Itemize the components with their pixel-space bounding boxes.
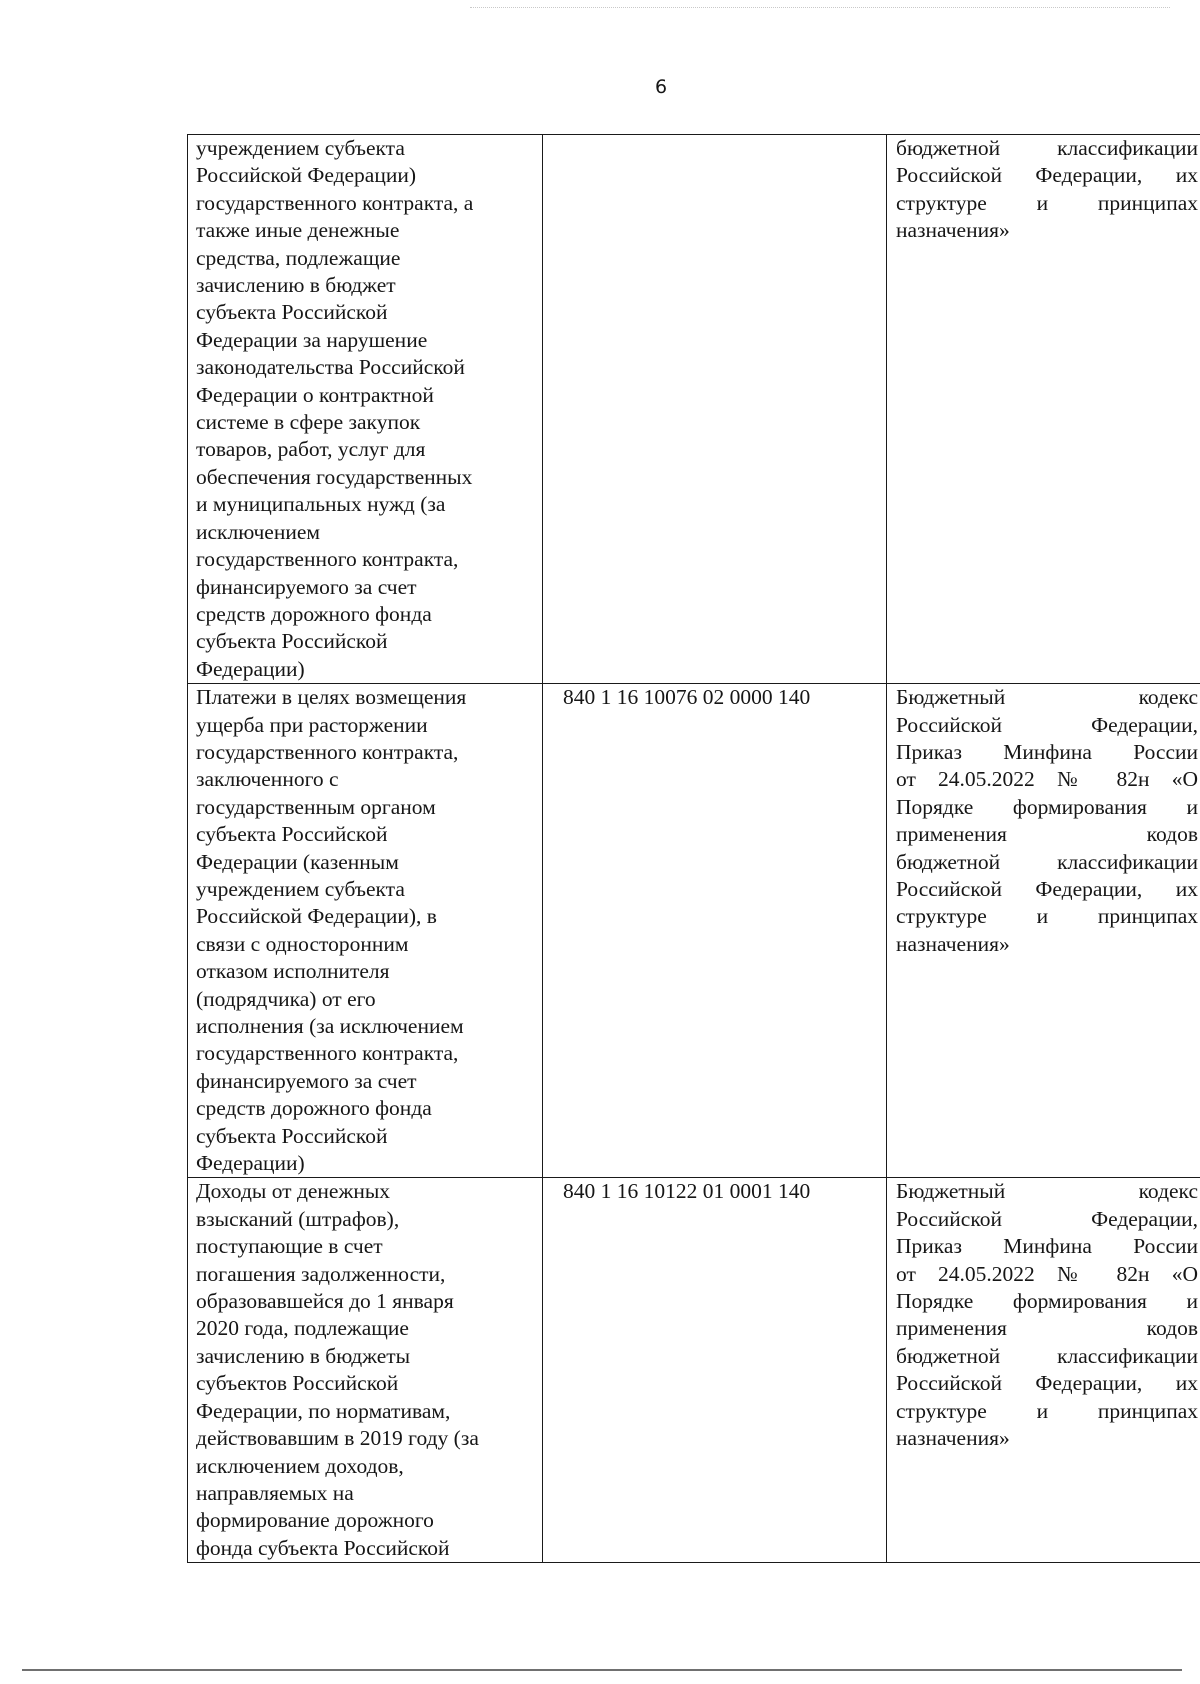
code-cell	[543, 684, 887, 1178]
description-line: финансируемого за счет	[196, 1068, 417, 1093]
basis-line: применения кодов	[896, 1316, 1198, 1341]
basis-line: Российской Федерации,	[896, 1206, 1198, 1231]
description-line: финансируемого за счет	[196, 574, 417, 599]
basis-line: назначения»	[896, 931, 1010, 956]
description-cell	[188, 135, 543, 684]
description-line: товаров, работ, услуг для	[196, 437, 426, 462]
description-line: учреждением субъекта	[196, 136, 405, 160]
description-line: и муниципальных нужд (за	[196, 492, 446, 517]
description-line: Федерации о контрактной	[196, 382, 434, 407]
description-line: государственного контракта, а	[196, 190, 474, 215]
description-line: обеспечения государственных	[196, 464, 473, 489]
basis-cell	[887, 684, 1200, 1178]
scan-edge-top	[470, 7, 1170, 8]
description-line: субъекта Российской	[196, 629, 388, 654]
description-cell	[188, 684, 543, 1178]
description-line: Российской Федерации), в	[196, 904, 437, 929]
description-line: ущерба при расторжении	[196, 712, 428, 737]
basis-line: назначения»	[896, 218, 1010, 243]
description-line: Федерации)	[196, 656, 305, 681]
description-line: погашения задолженности,	[196, 1261, 446, 1286]
code-cell	[543, 135, 887, 684]
description-line: Российской Федерации)	[196, 163, 417, 188]
description-cell	[188, 1178, 543, 1563]
description-line: системе в сфере закупок	[196, 410, 421, 435]
basis-line: бюджетной классификации	[896, 849, 1198, 874]
basis-cell	[887, 135, 1200, 684]
description-line: государственного контракта,	[196, 547, 459, 572]
scan-edge-bottom	[22, 1669, 1182, 1671]
description-line: субъекта Российской	[196, 1123, 388, 1148]
budget-code: 840 1 16 10122 01 0001 140	[563, 1179, 811, 1204]
description-line: образовавшейся до 1 января	[196, 1289, 454, 1314]
basis-line: Порядке формирования и	[896, 794, 1198, 819]
basis-line: Приказ Минфина России	[896, 739, 1198, 764]
description-line: взысканий (штрафов),	[196, 1206, 400, 1231]
basis-cell	[887, 1178, 1200, 1563]
description-line: зачислению в бюджеты	[196, 1343, 411, 1368]
description-line: направляемых на	[196, 1480, 354, 1505]
basis-line: от 24.05.2022 № 82н «О	[896, 1261, 1198, 1286]
description-line: субъекта Российской	[196, 300, 388, 325]
budget-codes-table	[187, 134, 1200, 1563]
description-line: отказом исполнителя	[196, 959, 390, 984]
description-line: Федерации (казенным	[196, 849, 399, 874]
table-row	[188, 135, 1200, 684]
description-line: учреждением субъекта	[196, 876, 405, 901]
description-line: 2020 года, подлежащие	[196, 1316, 409, 1341]
basis-line: Российской Федерации,	[896, 712, 1198, 737]
description-line: заключенного с	[196, 767, 339, 792]
basis-line: Российской Федерации, их	[896, 876, 1198, 901]
code-cell	[543, 1178, 887, 1563]
budget-code: 840 1 16 10076 02 0000 140	[563, 685, 811, 710]
table-row	[188, 684, 1200, 1178]
description-line: (подрядчика) от его	[196, 986, 376, 1011]
description-line: законодательства Российской	[196, 355, 465, 380]
description-line: исключением	[196, 519, 320, 544]
description-line: Платежи в целях возмещения	[196, 685, 467, 710]
description-line: поступающие в счет	[196, 1234, 383, 1259]
basis-line: структуре и принципах	[896, 190, 1198, 215]
basis-line: Приказ Минфина России	[896, 1234, 1198, 1259]
description-line: исполнения (за исключением	[196, 1014, 464, 1038]
basis-line: от 24.05.2022 № 82н «О	[896, 767, 1198, 792]
description-line: Федерации)	[196, 1151, 305, 1176]
basis-line: бюджетной классификации	[896, 136, 1198, 160]
basis-line: бюджетной классификации	[896, 1343, 1198, 1368]
basis-line: структуре и принципах	[896, 904, 1198, 929]
description-line: субъектов Российской	[196, 1371, 399, 1396]
description-line: субъекта Российской	[196, 822, 388, 847]
basis-line: Российской Федерации, их	[896, 163, 1198, 188]
description-line: зачислению в бюджет	[196, 273, 396, 298]
basis-line: Бюджетный кодекс	[896, 685, 1198, 710]
description-line: средства, подлежащие	[196, 245, 401, 270]
description-line: действовавшим в 2019 году (за	[196, 1426, 479, 1451]
description-line: связи с односторонним	[196, 931, 409, 956]
page-number: 6	[654, 76, 668, 98]
basis-line: Бюджетный кодекс	[896, 1179, 1198, 1204]
basis-line: Российской Федерации, их	[896, 1371, 1198, 1396]
description-line: государственным органом	[196, 794, 436, 819]
basis-line: структуре и принципах	[896, 1398, 1198, 1423]
description-line: Федерации, по нормативам,	[196, 1398, 451, 1423]
table-row	[188, 1178, 1200, 1563]
description-line: Федерации за нарушение	[196, 327, 428, 352]
description-line: Доходы от денежных	[196, 1179, 391, 1204]
description-line: формирование дорожного	[196, 1508, 434, 1533]
basis-line: применения кодов	[896, 822, 1198, 847]
basis-line: Порядке формирования и	[896, 1289, 1198, 1314]
description-line: фонда субъекта Российской	[196, 1535, 450, 1560]
description-line: государственного контракта,	[196, 1041, 459, 1066]
basis-line: назначения»	[896, 1426, 1010, 1451]
description-line: государственного контракта,	[196, 739, 459, 764]
description-line: средств дорожного фонда	[196, 1096, 432, 1121]
description-line: средств дорожного фонда	[196, 601, 432, 626]
description-line: также иные денежные	[196, 218, 400, 243]
description-line: исключением доходов,	[196, 1453, 404, 1478]
